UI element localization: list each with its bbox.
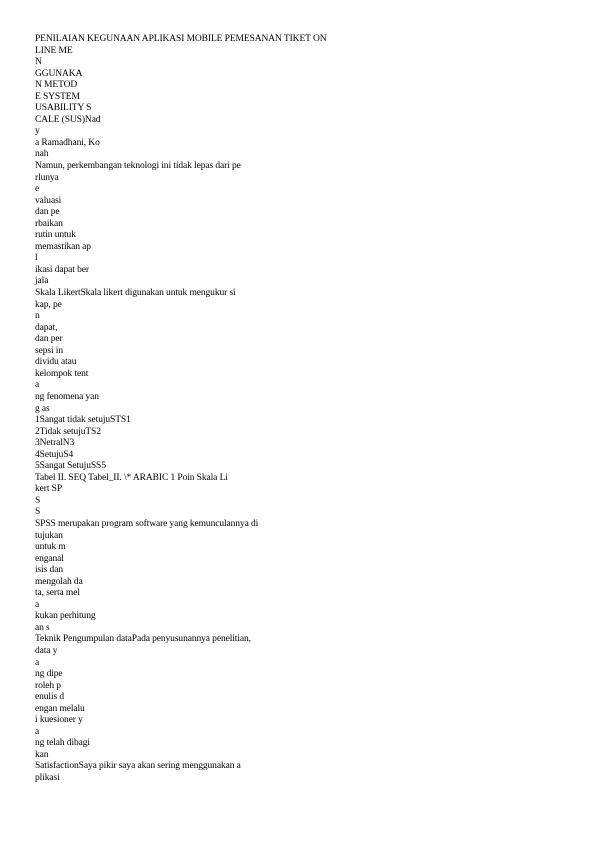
text-line: a bbox=[35, 599, 40, 610]
text-line: SPSS merupakan program software yang kemunculannya di bbox=[35, 518, 259, 529]
text-line: 3NetralN3 bbox=[35, 438, 75, 449]
text-line: an s bbox=[35, 622, 50, 633]
text-line: kelompok tent bbox=[35, 368, 89, 379]
text-line: jala bbox=[35, 276, 49, 287]
text-line: engan melalu bbox=[35, 703, 85, 714]
text-line: a bbox=[35, 380, 40, 391]
text-line: 1Sangat tidak setujuSTS1 bbox=[35, 415, 131, 426]
text-line: ng telah dibagi bbox=[35, 738, 90, 749]
text-line: Tabel II. SEQ Tabel_II. \* ARABIC 1 Poin Skala Li bbox=[35, 472, 228, 483]
text-line: ng fenomena yan bbox=[35, 391, 99, 402]
text-line: GGUNAKA bbox=[35, 68, 83, 79]
text-line: 2Tidak setujuTS2 bbox=[35, 426, 101, 437]
text-line: g as bbox=[35, 403, 50, 414]
text-line: Teknik Pengumpulan dataPada penyusunannya penelitian, bbox=[35, 634, 251, 645]
text-line: USABILITY S bbox=[35, 103, 92, 114]
text-line: ikasi dapat ber bbox=[35, 264, 89, 275]
text-line: N METOD bbox=[35, 80, 78, 91]
text-line: Namun, perkembangan teknologi ini tidak lepas dari pe bbox=[35, 161, 241, 172]
text-line: N bbox=[35, 57, 42, 68]
text-line: rutin untuk bbox=[35, 230, 76, 241]
text-line: n bbox=[35, 311, 40, 322]
text-line: ng dipe bbox=[35, 669, 63, 680]
text-line: isis dan bbox=[35, 565, 63, 576]
text-line: a bbox=[35, 726, 40, 737]
text-line: tujukan bbox=[35, 530, 63, 541]
text-line: mengolah da bbox=[35, 576, 83, 587]
text-line: LINE ME bbox=[35, 45, 73, 56]
text-line: plikasi bbox=[35, 773, 60, 783]
text-line: data y bbox=[35, 645, 58, 656]
text-line: kukan perhitung bbox=[35, 611, 96, 622]
text-line: ta, serta mel bbox=[35, 588, 80, 599]
document-text bbox=[35, 34, 575, 785]
text-line: dan pe bbox=[35, 207, 60, 218]
text-line: rlunya bbox=[35, 172, 59, 183]
text-line: l bbox=[35, 253, 38, 264]
text-line: kap, pe bbox=[35, 299, 62, 310]
text-line: memastikan ap bbox=[35, 241, 91, 252]
text-line: PENILAIAN KEGUNAAN APLIKASI MOBILE PEMESANAN TIKET ON bbox=[35, 34, 327, 44]
text-line: i kuesioner y bbox=[35, 715, 83, 726]
text-line: kan bbox=[35, 749, 49, 760]
text-line: rbaikan bbox=[35, 218, 63, 229]
text-line: kert SP bbox=[35, 484, 63, 495]
text-line: Skala LikertSkala likert digunakan untuk mengukur si bbox=[35, 288, 236, 299]
text-line: S bbox=[35, 495, 41, 506]
text-line: enganal bbox=[35, 553, 64, 564]
text-line: CALE (SUS)Nad bbox=[35, 114, 101, 125]
text-line: enulis d bbox=[35, 692, 65, 703]
text-line: e bbox=[35, 184, 40, 195]
text-line: a bbox=[35, 657, 40, 668]
text-line: roleh p bbox=[35, 680, 61, 691]
text-line: SatisfactionSaya pikir saya akan sering menggunakan a bbox=[35, 761, 241, 772]
text-line: dan per bbox=[35, 334, 63, 345]
text-line: a Ramadhani, Ko bbox=[35, 137, 100, 148]
text-line: nah bbox=[35, 149, 49, 160]
text-line: dapat, bbox=[35, 322, 58, 333]
text-line: dividu atau bbox=[35, 357, 77, 368]
text-line: y bbox=[35, 126, 40, 137]
text-line: valuasi bbox=[35, 195, 62, 206]
text-line: sepsi in bbox=[35, 345, 63, 356]
text-line: E SYSTEM bbox=[35, 91, 80, 102]
text-line: S bbox=[35, 507, 41, 518]
text-line: 5Sangat SetujuSS5 bbox=[35, 461, 106, 472]
text-line: untuk m bbox=[35, 542, 66, 553]
text-line: 4SetujuS4 bbox=[35, 449, 74, 460]
